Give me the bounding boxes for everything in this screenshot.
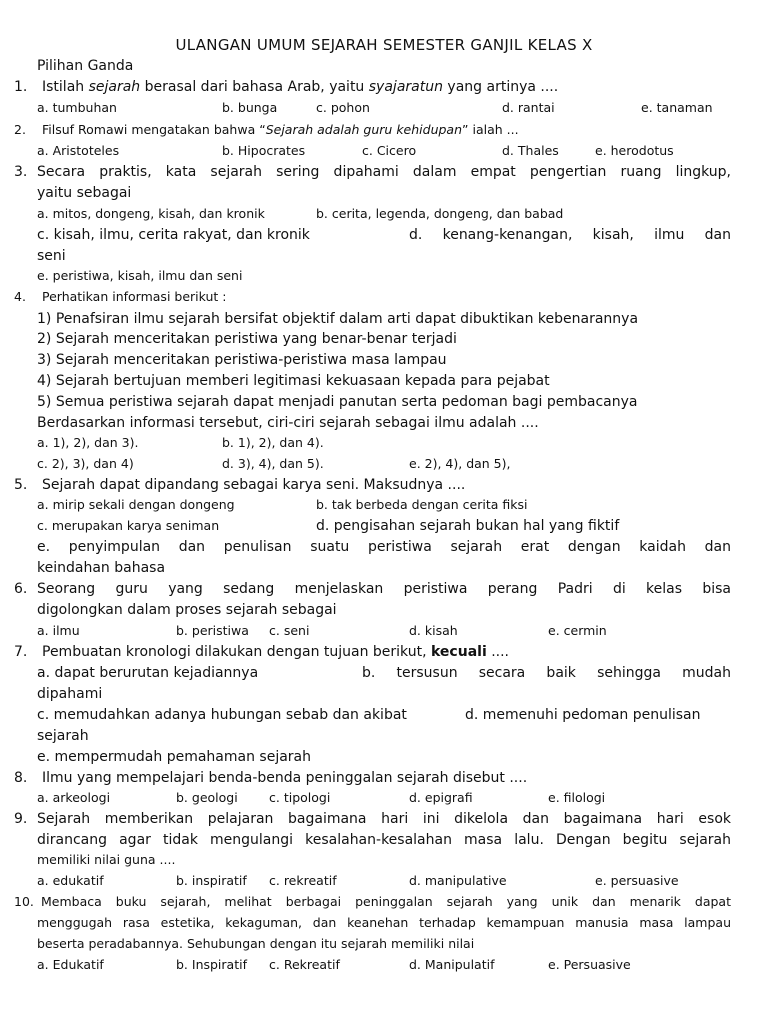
q10-option-d[interactable]: d. Manipulatif xyxy=(409,957,495,972)
q4-item-5: 5) Semua peristiwa sejarah dapat menjadi panutan serta pedoman bagi pembacanya xyxy=(37,394,638,410)
q10-option-b[interactable]: b. Inspiratif xyxy=(176,957,247,972)
q7-option-b-cont: dipahami xyxy=(37,686,103,702)
q10-text-line1: Membaca buku sejarah, melihat berbagai peninggalan sejarah yang unik dan menarik dapat xyxy=(41,894,731,909)
q9-text-line2: dirancang agar tidak mengulangi kesalahan-kesalahan masa lalu. Dengan begitu sejarah xyxy=(37,832,731,848)
q6-text-line1: Seorang guru yang sedang menjelaskan peristiwa perang Padri di kelas bisa xyxy=(37,581,731,597)
q5-option-a[interactable]: a. mirip sekali dengan dongeng xyxy=(37,497,235,512)
q2-option-a[interactable]: a. Aristoteles xyxy=(37,143,120,158)
q2-text: Filsuf Romawi mengatakan bahwa “Sejarah adalah guru kehidupan” ialah ... xyxy=(42,122,519,137)
q9-text-line1: Sejarah memberikan pelajaran bagaimana hari ini dikelola dan bagaimana hari esok xyxy=(37,811,731,827)
q5-option-e-cont: keindahan bahasa xyxy=(37,560,166,576)
q1-text: Istilah sejarah berasal dari bahasa Arab, yaitu syajaratun yang artinya .... xyxy=(42,79,559,95)
q10-option-e[interactable]: e. Persuasive xyxy=(548,957,631,972)
q3-option-e[interactable]: e. peristiwa, kisah, ilmu dan seni xyxy=(37,268,243,283)
q4-question: Berdasarkan informasi tersebut, ciri-ciri sejarah sebagai ilmu adalah .... xyxy=(37,415,539,431)
q4-item-4: 4) Sejarah bertujuan memberi legitimasi kekuasaan kepada para pejabat xyxy=(37,373,550,389)
q9-option-d[interactable]: d. manipulative xyxy=(409,873,507,888)
section-heading: Pilihan Ganda xyxy=(37,58,134,74)
q6-text-line2: digolongkan dalam proses sejarah sebagai xyxy=(37,602,337,618)
q3-option-d-cont: seni xyxy=(37,248,66,264)
q1-option-d[interactable]: d. rantai xyxy=(502,100,555,115)
q4-option-e[interactable]: e. 2), 4), dan 5), xyxy=(409,456,511,471)
q8-option-b[interactable]: b. geologi xyxy=(176,790,238,805)
q2-number: 2. xyxy=(14,122,26,137)
q1-option-a[interactable]: a. tumbuhan xyxy=(37,100,117,115)
q1-option-e[interactable]: e. tanaman xyxy=(641,100,713,115)
q7-option-e[interactable]: e. mempermudah pemahaman sejarah xyxy=(37,749,312,765)
q4-number: 4. xyxy=(14,289,26,304)
q5-option-e[interactable]: e. penyimpulan dan penulisan suatu peristiwa sejarah erat dengan kaidah dan xyxy=(37,539,731,555)
q10-number: 10. xyxy=(14,894,34,909)
q9-option-b[interactable]: b. inspiratif xyxy=(176,873,247,888)
q3-option-d[interactable]: d. kenang-kenangan, kisah, ilmu dan xyxy=(409,227,731,243)
q9-number: 9. xyxy=(14,811,28,827)
q4-item-1: 1) Penafsiran ilmu sejarah bersifat objektif dalam arti dapat dibuktikan kebenarannya xyxy=(37,311,639,327)
q5-text: Sejarah dapat dipandang sebagai karya seni. Maksudnya .... xyxy=(42,477,466,493)
q3-option-a[interactable]: a. mitos, dongeng, kisah, dan kronik xyxy=(37,206,265,221)
q3-number: 3. xyxy=(14,164,28,180)
q10-text-line3: beserta peradabannya. Sehubungan dengan itu sejarah memiliki nilai xyxy=(37,936,475,951)
q8-option-e[interactable]: e. filologi xyxy=(548,790,606,805)
q7-option-d[interactable]: d. memenuhi pedoman penulisan xyxy=(465,707,701,723)
exam-title: ULANGAN UMUM SEJARAH SEMESTER GANJIL KELAS X xyxy=(175,36,593,54)
q8-number: 8. xyxy=(14,770,28,786)
q9-option-a[interactable]: a. edukatif xyxy=(37,873,104,888)
q4-option-c[interactable]: c. 2), 3), dan 4) xyxy=(37,456,134,471)
q5-option-b[interactable]: b. tak berbeda dengan cerita fiksi xyxy=(316,497,528,512)
q9-text-line3: memiliki nilai guna .... xyxy=(37,852,176,867)
q7-text: Pembuatan kronologi dilakukan dengan tujuan berikut, kecuali .... xyxy=(42,644,510,660)
q9-option-c[interactable]: c. rekreatif xyxy=(269,873,337,888)
q10-option-c[interactable]: c. Rekreatif xyxy=(269,957,340,972)
q6-option-a[interactable]: a. ilmu xyxy=(37,623,80,638)
q3-option-b[interactable]: b. cerita, legenda, dongeng, dan babad xyxy=(316,206,564,221)
q8-option-d[interactable]: d. epigrafi xyxy=(409,790,473,805)
q1-number: 1. xyxy=(14,79,28,95)
q3-text-line1: Secara praktis, kata sejarah sering dipahami dalam empat pengertian ruang lingkup, xyxy=(37,164,731,180)
q7-option-c[interactable]: c. memudahkan adanya hubungan sebab dan akibat xyxy=(37,707,407,723)
q8-text: Ilmu yang mempelajari benda-benda peninggalan sejarah disebut .... xyxy=(42,770,528,786)
q6-option-e[interactable]: e. cermin xyxy=(548,623,607,638)
q1-option-c[interactable]: c. pohon xyxy=(316,100,370,115)
q10-text-line2: menggugah rasa estetika, kekaguman, dan keanehan terhadap kemampuan manusia masa lampau xyxy=(37,915,731,930)
q5-option-d[interactable]: d. pengisahan sejarah bukan hal yang fiktif xyxy=(316,518,620,534)
q2-option-e[interactable]: e. herodotus xyxy=(595,143,674,158)
q6-option-d[interactable]: d. kisah xyxy=(409,623,458,638)
q2-option-c[interactable]: c. Cicero xyxy=(362,143,417,158)
q9-option-e[interactable]: e. persuasive xyxy=(595,873,679,888)
q7-number: 7. xyxy=(14,644,28,660)
q6-option-b[interactable]: b. peristiwa xyxy=(176,623,249,638)
q8-option-a[interactable]: a. arkeologi xyxy=(37,790,111,805)
q3-option-c[interactable]: c. kisah, ilmu, cerita rakyat, dan kronik xyxy=(37,227,310,243)
q7-option-b[interactable]: b. tersusun secara baik sehingga mudah xyxy=(362,665,731,681)
q4-option-b[interactable]: b. 1), 2), dan 4). xyxy=(222,435,324,450)
q5-number: 5. xyxy=(14,477,28,493)
q10-option-a[interactable]: a. Edukatif xyxy=(37,957,104,972)
q1-option-b[interactable]: b. bunga xyxy=(222,100,278,115)
q4-item-2: 2) Sejarah menceritakan peristiwa yang benar-benar terjadi xyxy=(37,331,457,347)
q7-option-a[interactable]: a. dapat berurutan kejadiannya xyxy=(37,665,259,681)
q4-text: Perhatikan informasi berikut : xyxy=(42,289,227,304)
q2-option-b[interactable]: b. Hipocrates xyxy=(222,143,306,158)
q8-option-c[interactable]: c. tipologi xyxy=(269,790,331,805)
q6-number: 6. xyxy=(14,581,28,597)
q7-option-d-cont: sejarah xyxy=(37,728,89,744)
q4-option-a[interactable]: a. 1), 2), dan 3). xyxy=(37,435,139,450)
q4-option-d[interactable]: d. 3), 4), dan 5). xyxy=(222,456,324,471)
q2-option-d[interactable]: d. Thales xyxy=(502,143,559,158)
q4-item-3: 3) Sejarah menceritakan peristiwa-peristiwa masa lampau xyxy=(37,352,447,368)
q3-text-line2: yaitu sebagai xyxy=(37,185,132,201)
q5-option-c[interactable]: c. merupakan karya seniman xyxy=(37,518,220,533)
q6-option-c[interactable]: c. seni xyxy=(269,623,310,638)
